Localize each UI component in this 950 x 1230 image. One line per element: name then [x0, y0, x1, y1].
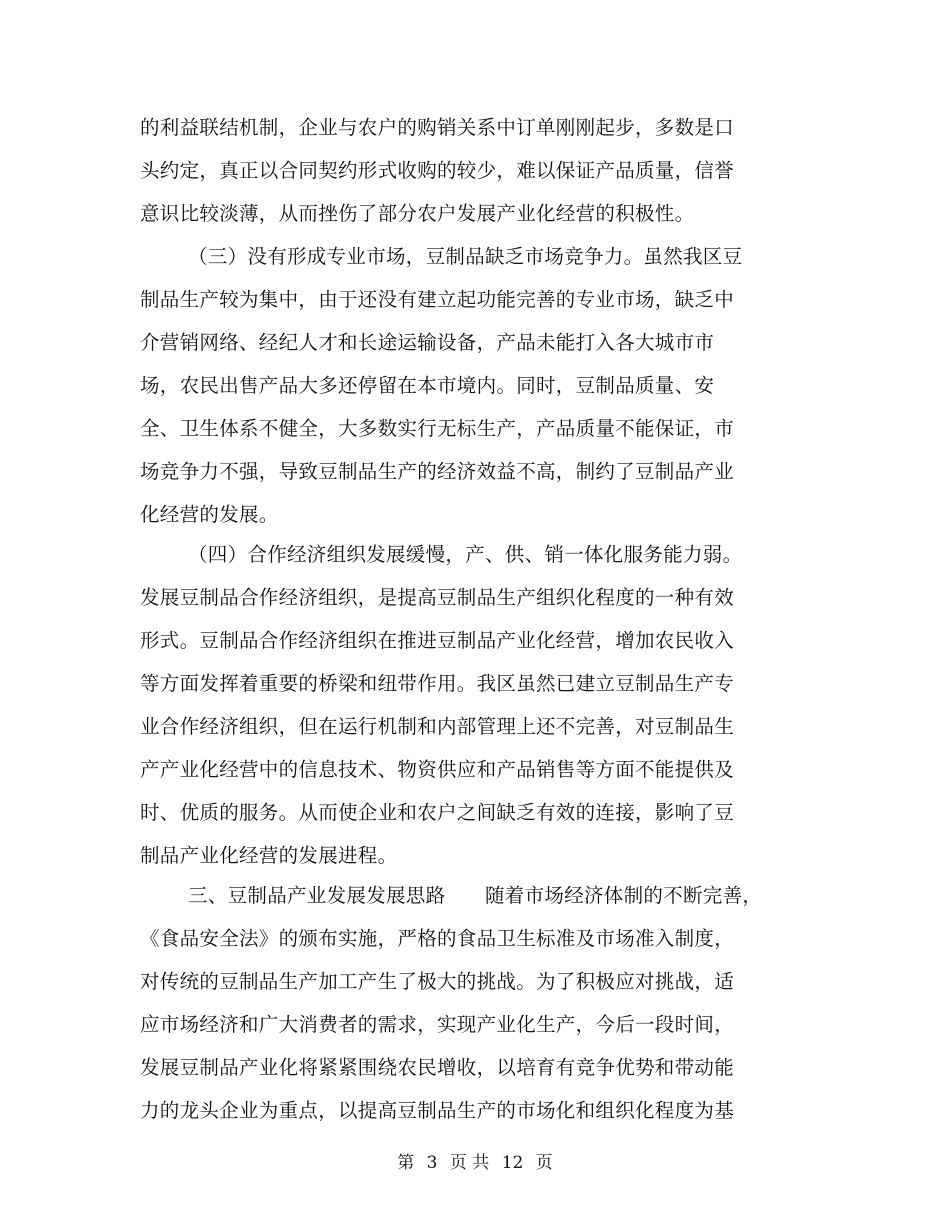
text-line: 业合作经济组织，但在运行机制和内部管理上还不完善，对豆制品生	[140, 715, 735, 738]
text-line: 等方面发挥着重要的桥梁和纽带作用。我区虽然已建立豆制品生产专	[140, 672, 735, 695]
total-page-count: 12	[501, 1153, 524, 1173]
footer-suffix: 页	[535, 1153, 553, 1173]
text-line: 制品产业化经营的发展进程。	[140, 844, 398, 867]
text-line: 发展豆制品合作经济组织，是提高豆制品生产组织化程度的一种有效	[140, 586, 735, 609]
text-line: 应市场经济和广大消费者的需求，实现产业化生产，今后一段时间，	[140, 1013, 735, 1036]
text-line: 《食品安全法》的颁布实施，严格的食品卫生标准及市场准入制度，	[140, 927, 735, 950]
text-line: 头约定，真正以合同契约形式收购的较少，难以保证产品质量，信誉	[140, 159, 735, 182]
text-line: 发展豆制品产业化将紧紧围绕农民增收，以培育有竞争优势和带动能	[140, 1056, 735, 1079]
text-line: 产产业化经营中的信息技术、物资供应和产品销售等方面不能提供及	[140, 758, 735, 781]
text-line: 介营销网络、经纪人才和长途运输设备，产品未能打入各大城市市	[140, 331, 715, 354]
text-line: 制品生产较为集中，由于还没有建立起功能完善的专业市场，缺乏中	[140, 288, 735, 311]
text-line: 三、豆制品产业发展发展思路 随着市场经济体制的不断完善，	[188, 884, 763, 907]
text-line: 化经营的发展。	[140, 503, 279, 526]
text-line: 全、卫生体系不健全，大多数实行无标生产，产品质量不能保证，市	[140, 417, 735, 440]
page-number-footer	[0, 1151, 950, 1175]
text-line: 形式。豆制品合作经济组织在推进豆制品产业化经营，增加农民收入	[140, 629, 735, 652]
text-line: 意识比较淡薄，从而挫伤了部分农户发展产业化经营的积极性。	[140, 202, 695, 225]
text-line: 场，农民出售产品大多还停留在本市境内。同时，豆制品质量、安	[140, 374, 715, 397]
text-line: 时、优质的服务。从而使企业和农户之间缺乏有效的连接，影响了豆	[140, 801, 735, 824]
text-line: （四）合作经济组织发展缓慢，产、供、销一体化服务能力弱。	[188, 543, 743, 566]
text-line: 对传统的豆制品生产加工产生了极大的挑战。为了积极应对挑战，适	[140, 970, 735, 993]
text-line: 场竞争力不强，导致豆制品生产的经济效益不高，制约了豆制品产业	[140, 460, 735, 483]
text-line: （三）没有形成专业市场，豆制品缺乏市场竞争力。虽然我区豆	[188, 245, 743, 268]
footer-prefix: 第	[397, 1153, 415, 1173]
footer-middle: 页 共	[449, 1153, 490, 1173]
current-page-number: 3	[426, 1153, 438, 1173]
text-line: 力的龙头企业为重点，以提高豆制品生产的市场化和组织化程度为基	[140, 1099, 735, 1122]
text-line: 的利益联结机制，企业与农户的购销关系中订单刚刚起步，多数是口	[140, 116, 735, 139]
